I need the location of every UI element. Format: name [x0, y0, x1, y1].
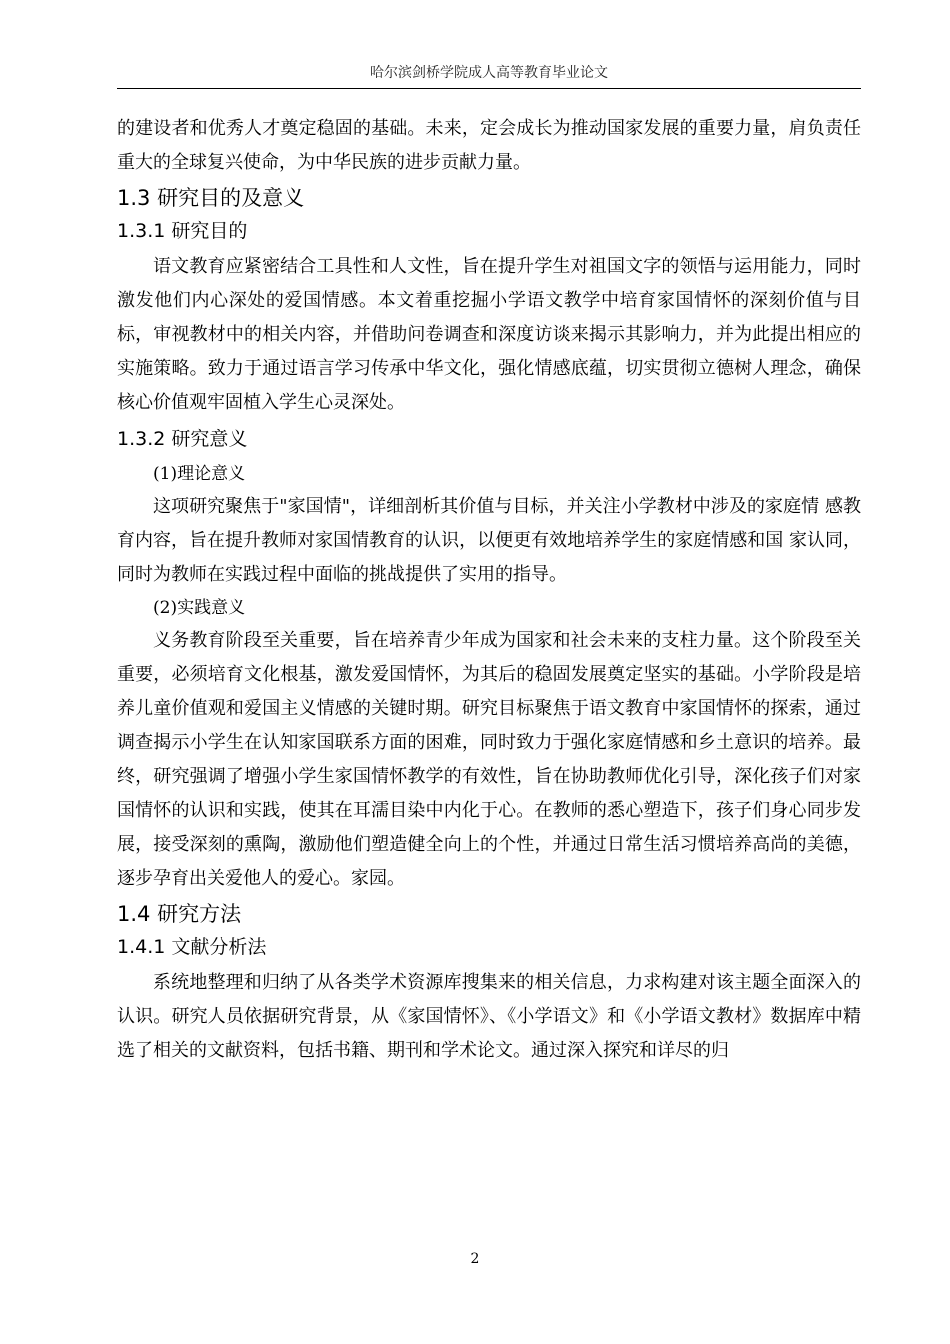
item-theoretical-significance: (1)理论意义 [153, 464, 246, 484]
section-heading-1-3: 1.3 研究目的及意义 [117, 186, 305, 210]
running-header: 哈尔滨剑桥学院成人高等教育毕业论文 [370, 65, 608, 81]
section-heading-1-4: 1.4 研究方法 [117, 902, 242, 926]
subsection-heading-1-3-1: 1.3.1 研究目的 [117, 220, 248, 242]
header-rule [117, 88, 861, 89]
page-number: 2 [470, 1251, 480, 1267]
paragraph-continued: 的建设者和优秀人才奠定稳固的基础。未来，定会成长为推动国家发展的重要力量，肩负责任重大的全球复兴使命，为中华民族的进步贡献力量。 [117, 118, 861, 173]
page-content [117, 112, 861, 1068]
paragraph-practical-significance: 义务教育阶段至关重要，旨在培养青少年成为国家和社会未来的支柱力量。这个阶段至关重要，必须培育文化根基，激发爱国情怀，为其后的稳固发展奠定坚实的基础。小学阶段是培养儿童价值观和爱国主义情感的关键时期。研究目标聚焦于语文教育中家国情怀的探索，通过调查揭示小学生在认知家国联系方面的困难，同时致力于强化家庭情感和乡土意识的培养。最终，研究强调了增强小学生家国情怀教学的有效性，旨在协助教师优化引导，深化孩子们对家国情怀的认识和实践，使其在耳濡目染中内化于心。在教师的悉心塑造下，孩子们身心同步发展，接受深刻的熏陶，激励他们塑造健全向上的个性，并通过日常生活习惯培养高尚的美德，逐步孕育出关爱他人的爱心。家园。 [117, 630, 861, 889]
subsection-heading-1-4-1: 1.4.1 文献分析法 [117, 936, 267, 958]
paragraph-theoretical-significance: 这项研究聚焦于"家国情"，详细剖析其价值与目标，并关注小学教材中涉及的家庭情 感教育内容，旨在提升教师对家国情教育的认识，以便更有效地培养学生的家庭情感和国 家认同，同时为教师在实践过程中面临的挑战提供了实用的指导。 [117, 496, 861, 585]
paragraph-research-purpose: 语文教育应紧密结合工具性和人文性，旨在提升学生对祖国文字的领悟与运用能力，同时激发他们内心深处的爱国情感。本文着重挖掘小学语文教学中培育家国情怀的深刻价值与目标，审视教材中的相关内容，并借助问卷调查和深度访谈来揭示其影响力，并为此提出相应的实施策略。致力于通过语言学习传承中华文化，强化情感底蕴，切实贯彻立德树人理念，确保核心价值观牢固植入学生心灵深处。 [117, 256, 861, 413]
subsection-heading-1-3-2: 1.3.2 研究意义 [117, 428, 248, 450]
item-practical-significance: (2)实践意义 [153, 598, 246, 618]
paragraph-literature-analysis: 系统地整理和归纳了从各类学术资源库搜集来的相关信息，力求构建对该主题全面深入的认识。研究人员依据研究背景，从《家国情怀》、《小学语文》和《小学语文教材》数据库中精选了相关的文献资料，包括书籍、期刊和学术论文。通过深入探究和详尽的归 [117, 972, 861, 1061]
